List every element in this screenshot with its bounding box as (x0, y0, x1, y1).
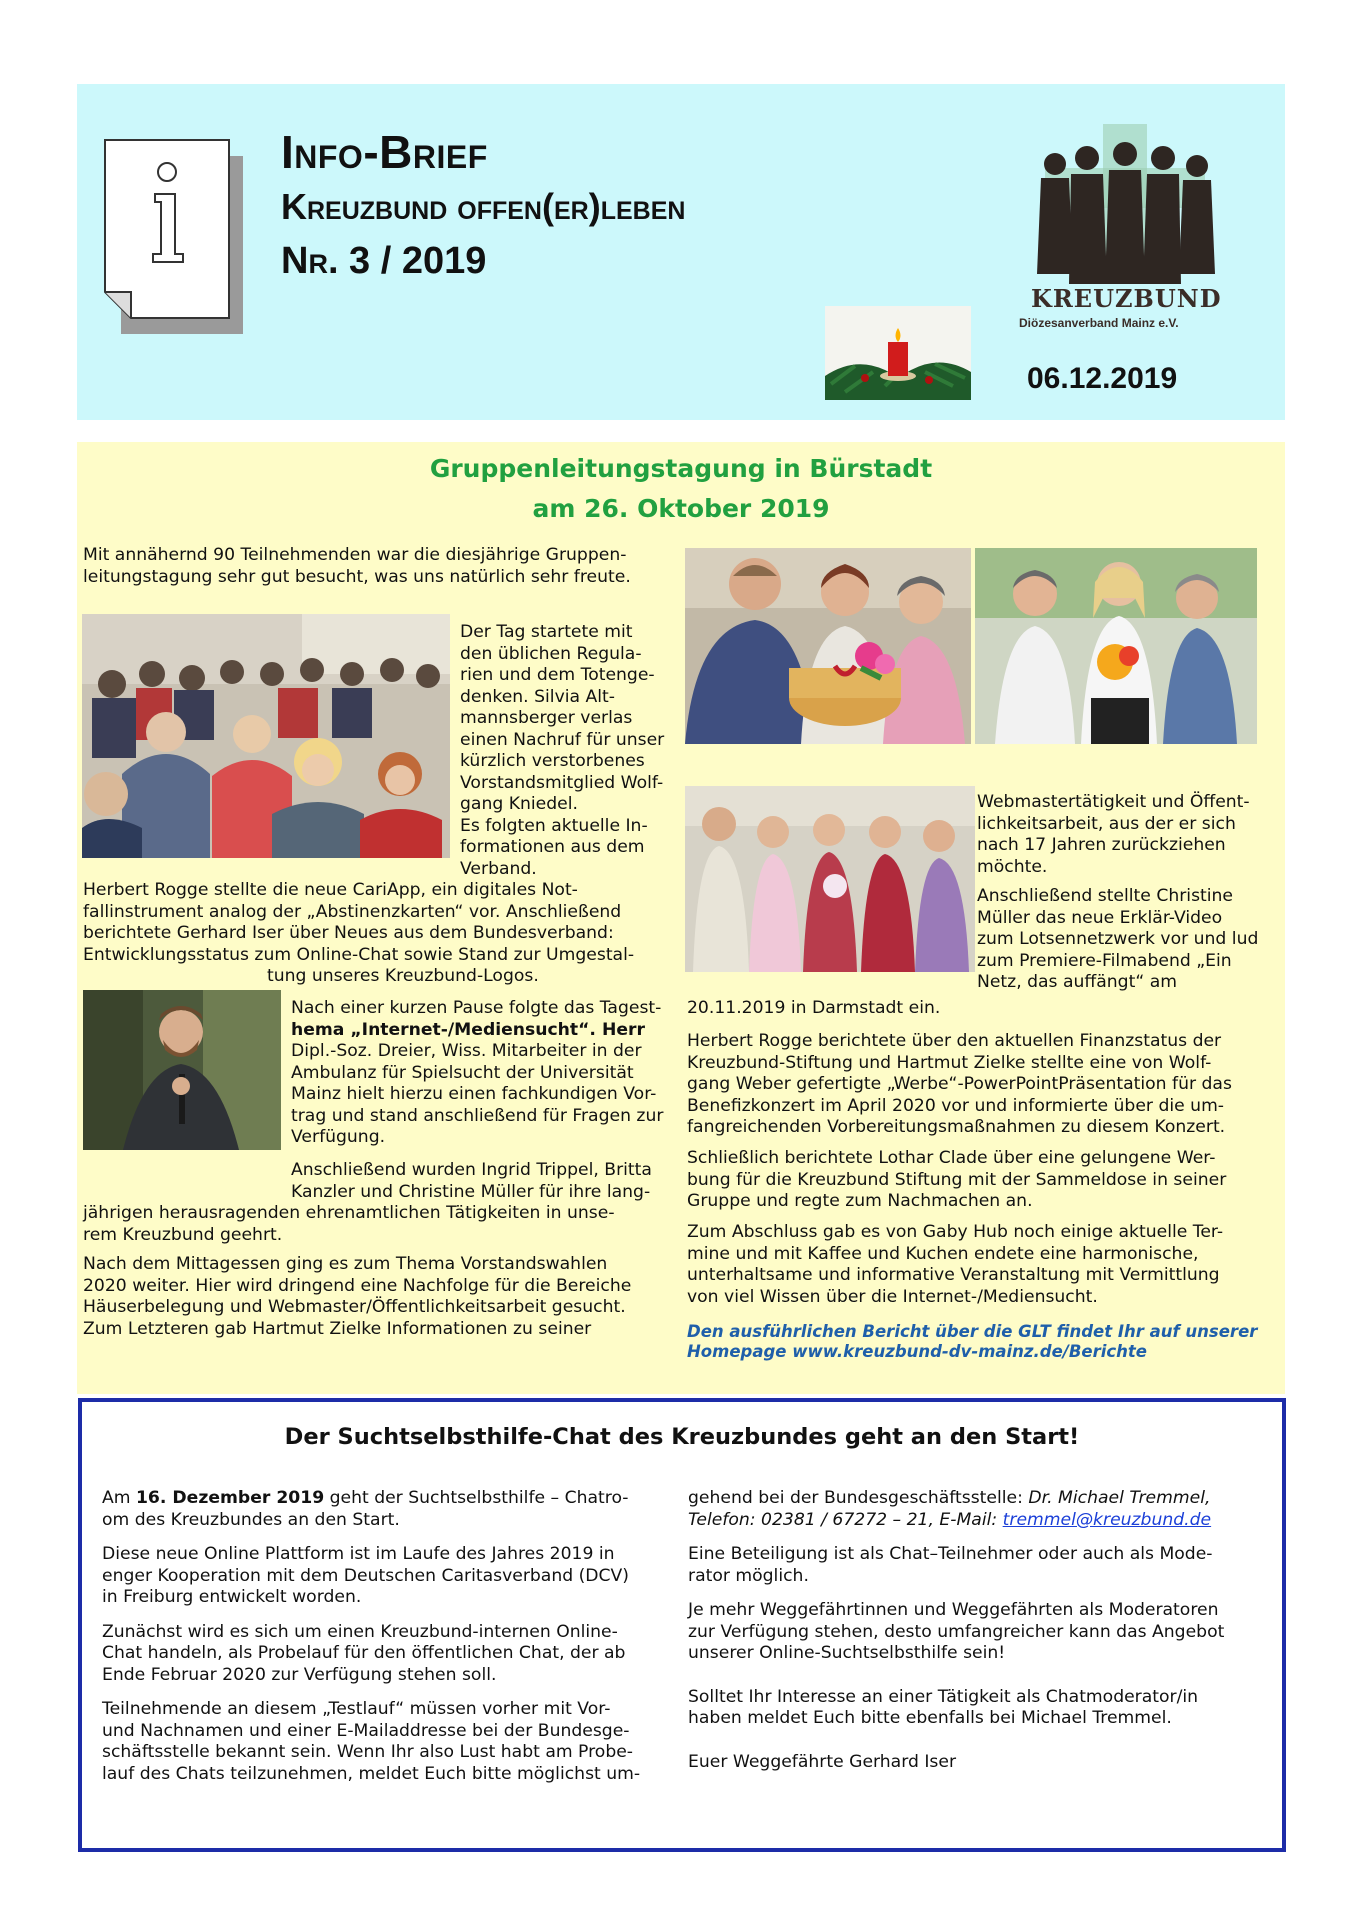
pause-paragraph: Nach einer kurzen Pause folgte das Tagest- hema „Internet-/Mediensucht“. Herr Dipl.-Soz. Dreier, Wiss. Mitarbeiter in der Ambulanz für Spielsucht der Universität Mainz hielt hierzu einen fachkundigen Vor- trag und stand anschließend für Fragen zur Verfügung. (291, 998, 664, 1147)
email-link[interactable]: tremmel@kreuzbund.de (1002, 1509, 1212, 1530)
article-title: Gruppenleitungstagung in Bürstadt (429, 454, 933, 483)
logo-name: KREUZBUND (1031, 284, 1222, 313)
day-start-paragraph: Der Tag startete mit den üblichen Regula- rien und dem Totenge- denken. Silvia Alt- mannsberger verlas einen Nachruf für unser kürzlich verstorbenes Vorstandsmitglied Wolf- gang Kniedel. Es folgten aktuelle In- formationen aus dem Verband. (460, 622, 665, 879)
finance-paragraph: Herbert Rogge berichtete über den aktuellen Finanzstatus der Kreuzbund-Stiftung und Hartmut Zielke stellte eine von Wolf- gang Weber gefertigte „Werbe“-PowerPointPräsentation für das Benefizkonzert im April 2020 vor und informierte über die um- fangreichenden Vorbereitungsmaßnahmen zu diesem Konzert. (687, 1031, 1232, 1137)
newsletter-title: Info-Brief (281, 126, 488, 178)
clade-paragraph: Schließlich berichtete Lothar Clade über eine gelungene Wer- bung für die Kreuzbund Stiftung mit der Sammeldose in seiner Gruppe und regte zum Nachmachen an. (687, 1148, 1227, 1211)
interest-paragraph: Solltet Ihr Interesse an einer Tätigkeit als Chatmoderator/in haben meldet Euch bitte ebenfalls bei Michael Tremmel. (688, 1686, 1199, 1728)
issue-number: Nr. 3 / 2019 (281, 240, 487, 282)
newsletter-title-block (281, 124, 685, 288)
speaker-photo (83, 990, 281, 1150)
issue-date: 06.12.2019 (1027, 362, 1178, 395)
moderators-paragraph: Je mehr Weggefährtinnen und Weggefährten als Moderatoren zur Verfügung stehen, desto umfangreicher kann das Angebot unserer Online-Suchtselbsthilfe sein! (688, 1600, 1225, 1663)
platform-paragraph: Diese neue Online Plattform ist im Laufe des Jahres 2019 in enger Kooperation mit dem Deutschen Caritasverband (DCV) in Freiburg entwickelt worden. (102, 1544, 630, 1607)
closing-paragraph: Zum Abschluss gab es von Gaby Hub noch einige aktuelle Ter- mine und mit Kaffee und Kuchen endete eine harmonische, unterhaltsame und informative Veranstaltung mit Vermittlung von viel Wissen über die Internet-/Mediensucht. (687, 1222, 1224, 1307)
honorees-photo (975, 548, 1257, 744)
cariapp-paragraph: Herbert Rogge stellte die neue CariApp, ein digitales Not- fallinstrument analog der „Abstinenzkarten“ vor. Anschließend berichtete Gerhard Iser über Neues aus dem Bundesverband: Entwicklungsstatus zum Online-Chat sowie Stand zur Umgestal- tung unseres Kreuzbund-Logos. (83, 880, 635, 986)
cake-photo (685, 548, 971, 744)
signature: Euer Weggefährte Gerhard Iser (688, 1751, 957, 1772)
chat-right-column (688, 1488, 1268, 1786)
contact-paragraph: gehend bei der Bundesgeschäftsstelle: Dr. Michael Tremmel, Telefon: 02381 / 67272 – 21, E-Mail: tremmel@kreuzbund.de (688, 1488, 1212, 1530)
report-link-note[interactable]: Den ausführlichen Bericht über die GLT findet Ihr auf unserer Homepage www.kreuzbund-dv-mainz.de/Berichte (687, 1322, 1258, 1361)
info-page-icon (103, 138, 243, 334)
group-photo (685, 786, 975, 972)
chat-start-paragraph: Am 16. Dezember 2019 geht der Suchtselbsthilfe – Chatro- om des Kreuzbundes an den Start. (102, 1488, 629, 1530)
participation-paragraph: Eine Beteiligung ist als Chat–Teilnehmer oder auch als Mode- rator möglich. (688, 1544, 1213, 1586)
chat-left-column (102, 1488, 662, 1798)
honors-paragraph-b: jährigen herausragenden ehrenamtlichen Tätigkeiten in unse- rem Kreuzbund geehrt. (83, 1203, 615, 1245)
advent-candle-photo (825, 306, 971, 400)
article-title-date: am 26. Oktober 2019 (532, 494, 830, 523)
webmaster-paragraph: Webmastertätigkeit und Öffent- lichkeitsarbeit, aus der er sich nach 17 Jahren zurückziehen möchte. Anschließend stellte Christine Müller das neue Erklär-Video zum Lotsennetzwerk vor und lud zum Premiere-Filmabend „Ein Netz, das auffängt“ am (977, 792, 1259, 992)
honors-paragraph-a: Anschließend wurden Ingrid Trippel, Britta Kanzler und Christine Müller für ihre lang- (291, 1160, 652, 1202)
newsletter-subtitle: Kreuzbund offen(er)leben (281, 186, 686, 227)
article-chat (78, 1398, 1286, 1852)
header-banner (77, 84, 1285, 420)
lunch-paragraph: Nach dem Mittagessen ging es zum Thema Vorstandswahlen 2020 weiter. Hier wird dringend eine Nachfolge für die Bereiche Häuserbelegung und Webmaster/Öffentlichkeitsarbeit gesucht. Zum Letzteren gab Hartmut Zielke Informationen zu seiner (83, 1254, 632, 1339)
audience-photo (82, 614, 450, 858)
chat-article-title: Der Suchtselbsthilfe-Chat des Kreuzbundes geht an den Start! (284, 1424, 1080, 1450)
logo-subtitle: Diözesanverband Mainz e.V. (1019, 316, 1179, 330)
intro-paragraph: Mit annähernd 90 Teilnehmenden war die diesjährige Gruppen- leitungstagung sehr gut besucht, was uns natürlich sehr freute. (83, 545, 631, 587)
internal-chat-paragraph: Zunächst wird es sich um einen Kreuzbund-internen Online- Chat handeln, als Probelauf für den öffentlichen Chat, der ab Ende Februar 2020 zur Verfügung stehen soll. (102, 1621, 626, 1685)
testlauf-paragraph: Teilnehmende an diesem „Testlauf“ müssen vorher mit Vor- und Nachnamen und einer E-Mailaddresse bei der Bundesge- schäftsstelle bekannt sein. Wenn Ihr also Lust habt am Probe- lauf des Chats teilzunehmen, meldet Euch bitte möglichst um- (102, 1699, 641, 1784)
article-glt (77, 442, 1285, 1394)
premiere-date: 20.11.2019 in Darmstadt ein. (687, 998, 941, 1018)
